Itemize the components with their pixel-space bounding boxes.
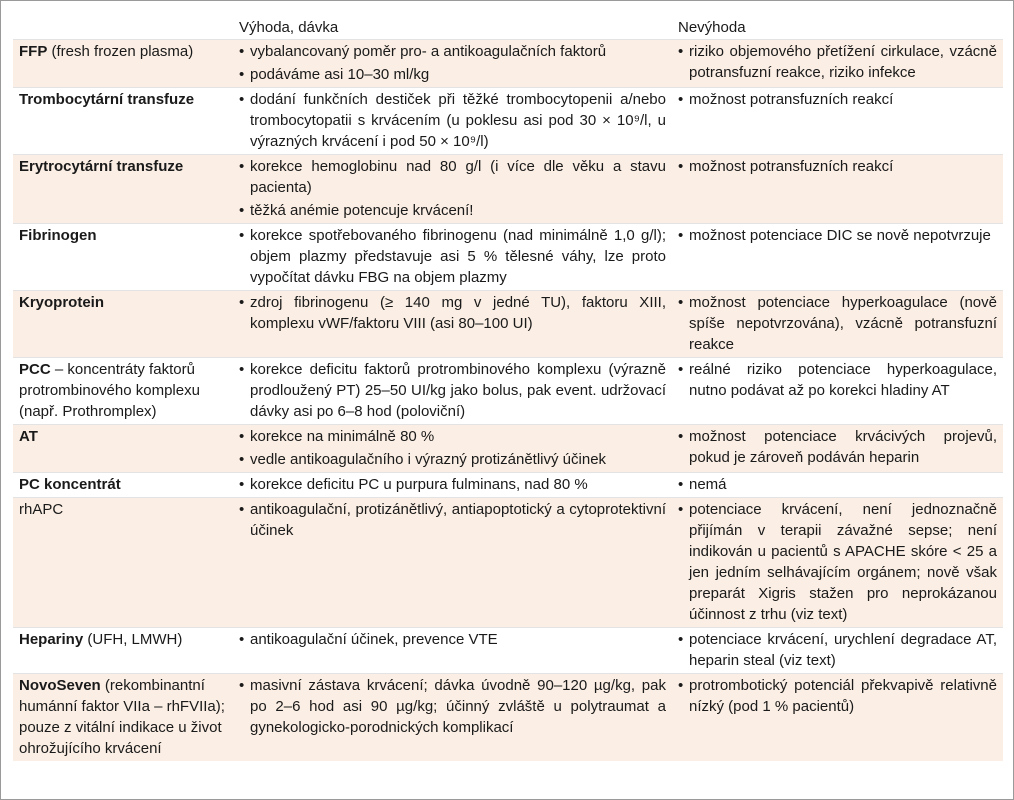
advantage-cell <box>233 473 672 498</box>
disadvantage-item <box>678 41 997 83</box>
advantage-item <box>239 474 666 495</box>
advantage-item <box>239 64 666 85</box>
disadvantage-item <box>678 675 997 717</box>
disadvantage-cell <box>672 628 1003 674</box>
disadvantage-text: potenciace krvácení, urychlení degradace AT, heparin steal (viz text) <box>689 631 997 669</box>
advantage-item <box>239 426 666 447</box>
disadvantage-item <box>678 89 997 110</box>
advantage-text: korekce na minimálně 80 % <box>250 428 435 445</box>
advantage-cell <box>233 224 672 291</box>
disadvantage-text: potenciace krvácení, není jednoznačně přijímán v terapii závažné sepse; není indikován u pacientů s APACHE skóre < 25 a jen jedním selhávajícím orgánem; nově však preparát Xigris stažen pro neprokázanou účinnost z trhu (viz text) <box>689 501 997 623</box>
advantage-item <box>239 359 666 422</box>
table-header-row <box>13 13 1003 40</box>
advantage-text: dodání funkčních destiček při těžké trombocytopenii a/nebo trombocytopatii s krvácením (u poklesu asi pod 30 × 10⁹/l, u výrazných krvácení i pod 50 × 10⁹/l) <box>250 91 666 150</box>
disadvantage-item <box>678 359 997 401</box>
disadvantage-cell <box>672 358 1003 425</box>
product-description: rhAPC <box>19 501 64 518</box>
product-cell <box>13 473 233 498</box>
disadvantage-text: protrombotický potenciál překvapivě relativně nízký (pod 1 % pacientů) <box>689 677 997 715</box>
bullet-icon: • <box>239 501 245 518</box>
table-row <box>13 674 1003 762</box>
advantage-cell <box>233 425 672 473</box>
disadvantage-text: možnost potransfuzních reakcí <box>689 158 894 175</box>
advantage-item <box>239 89 666 152</box>
disadvantage-text: riziko objemového přetížení cirkulace, vzácně potransfuzní reakce, riziko infekce <box>689 43 997 81</box>
product-cell <box>13 425 233 473</box>
product-cell <box>13 224 233 291</box>
bullet-icon: • <box>239 43 245 60</box>
product-cell <box>13 88 233 155</box>
bullet-icon: • <box>678 294 684 311</box>
advantage-text: zdroj fibrinogenu (≥ 140 mg v jedné TU), faktoru XIII, komplexu vWF/faktoru VIII (asi 80–100 UI) <box>250 294 666 332</box>
advantage-cell <box>233 358 672 425</box>
table-row <box>13 291 1003 358</box>
advantage-item <box>239 41 666 62</box>
disadvantage-cell <box>672 674 1003 762</box>
bullet-icon: • <box>678 158 684 175</box>
bullet-icon: • <box>239 202 245 219</box>
disadvantage-cell <box>672 473 1003 498</box>
advantage-text: podáváme asi 10–30 ml/kg <box>250 66 430 83</box>
advantage-text: vedle antikoagulačního i výrazný protizánětlivý účinek <box>250 451 607 468</box>
bullet-icon: • <box>239 451 245 468</box>
bullet-icon: • <box>239 677 245 694</box>
bullet-icon: • <box>678 631 684 648</box>
bullet-icon: • <box>678 361 684 378</box>
bullet-icon: • <box>678 227 684 244</box>
advantage-item <box>239 225 666 288</box>
disadvantage-text: možnost potenciace krvácivých projevů, pokud je zároveň podáván heparin <box>689 428 997 466</box>
product-cell <box>13 155 233 224</box>
disadvantage-text: možnost potransfuzních reakcí <box>689 91 894 108</box>
table-row <box>13 88 1003 155</box>
product-name: Trombocytární transfuze <box>19 91 195 108</box>
advantage-item <box>239 675 666 738</box>
disadvantage-item <box>678 499 997 625</box>
bullet-icon: • <box>239 227 245 244</box>
product-name: Kryoprotein <box>19 294 105 311</box>
disadvantage-item <box>678 225 997 246</box>
bullet-icon: • <box>239 631 245 648</box>
disadvantage-cell <box>672 155 1003 224</box>
bullet-icon: • <box>678 428 684 445</box>
bullet-icon: • <box>678 501 684 518</box>
product-name: Hepariny <box>19 631 84 648</box>
disadvantage-cell <box>672 425 1003 473</box>
header-col-advantage: Výhoda, dávka <box>239 18 339 36</box>
advantage-item <box>239 200 666 221</box>
table-row <box>13 155 1003 224</box>
disadvantage-item <box>678 629 997 671</box>
table-row <box>13 40 1003 88</box>
header-col-product <box>13 13 233 40</box>
disadvantage-item <box>678 426 997 468</box>
product-cell <box>13 291 233 358</box>
advantage-text: korekce deficitu PC u purpura fulminans, nad 80 % <box>250 476 588 493</box>
disadvantage-cell <box>672 40 1003 88</box>
disadvantage-item <box>678 474 997 495</box>
table-row <box>13 358 1003 425</box>
product-description: (fresh frozen plasma) <box>47 43 194 60</box>
advantage-cell <box>233 155 672 224</box>
bullet-icon: • <box>678 677 684 694</box>
bullet-icon: • <box>239 66 245 83</box>
bullet-icon: • <box>239 158 245 175</box>
advantage-item <box>239 629 666 650</box>
table-row <box>13 425 1003 473</box>
advantage-cell <box>233 628 672 674</box>
advantage-cell <box>233 40 672 88</box>
table-row <box>13 628 1003 674</box>
disadvantage-item <box>678 156 997 177</box>
disadvantage-cell <box>672 88 1003 155</box>
bullet-icon: • <box>239 361 245 378</box>
advantage-text: těžká anémie potencuje krvácení! <box>250 202 474 219</box>
advantage-cell <box>233 498 672 628</box>
header-col-disadvantage: Nevýhoda <box>678 18 746 36</box>
table-row <box>13 224 1003 291</box>
bullet-icon: • <box>239 428 245 445</box>
table-row <box>13 473 1003 498</box>
product-description: (rekombinantní humánní faktor VIIa – rhFVIIa); pouze z vitální indikace u život ohrožujícího krvácení <box>19 677 225 757</box>
disadvantage-text: možnost potenciace hyperkoagulace (nově spíše nepotvrzována), vzácně potransfuzní reakce <box>689 294 997 353</box>
disadvantage-text: reálné riziko potenciace hyperkoagulace, nutno podávat až po korekci hladiny AT <box>689 361 997 399</box>
advantage-text: korekce deficitu faktorů protrombinového komplexu (výrazně prodloužený PT) 25–50 UI/kg jako bolus, pak event. udržovací dávky asi po 6–8 hod (poloviční) <box>250 361 666 420</box>
disadvantage-cell <box>672 498 1003 628</box>
product-description: (UFH, LMWH) <box>83 631 183 648</box>
product-cell <box>13 498 233 628</box>
product-cell <box>13 358 233 425</box>
product-name: PC koncentrát <box>19 476 121 493</box>
advantage-text: korekce hemoglobinu nad 80 g/l (i více dle věku a stavu pacienta) <box>250 158 666 196</box>
bullet-icon: • <box>239 476 245 493</box>
advantage-text: vybalancovaný poměr pro- a antikoagulačních faktorů <box>250 43 607 60</box>
product-name: FFP <box>19 43 48 60</box>
product-cell <box>13 628 233 674</box>
product-name: AT <box>19 428 38 445</box>
product-cell <box>13 40 233 88</box>
product-description: – koncentráty faktorů protrombinového komplexu (např. Prothromplex) <box>19 361 200 420</box>
product-name: NovoSeven <box>19 677 101 694</box>
advantage-cell <box>233 291 672 358</box>
product-cell <box>13 674 233 762</box>
table-row <box>13 498 1003 628</box>
advantage-cell <box>233 88 672 155</box>
advantage-text: masivní zástava krvácení; dávka úvodně 90–120 µg/kg, pak po 2–6 hod asi 90 µg/kg; účinný zvláště u polytraumat a gynekologicko-porodnických komplikací <box>250 677 666 736</box>
disadvantage-item <box>678 292 997 355</box>
advantage-item <box>239 449 666 470</box>
disadvantage-cell <box>672 291 1003 358</box>
advantage-text: antikoagulační, protizánětlivý, antiapoptotický a cytoprotektivní účinek <box>250 501 666 539</box>
advantage-item <box>239 156 666 198</box>
product-name: Fibrinogen <box>19 227 97 244</box>
product-name: PCC <box>19 361 51 378</box>
advantage-text: korekce spotřebovaného fibrinogenu (nad minimálně 1,0 g/l); objem plazmy představuje asi 5 % tělesné váhy, lze proto vypočítat dávku FBG na objem plazmy <box>250 227 666 286</box>
advantage-text: antikoagulační účinek, prevence VTE <box>250 631 498 648</box>
advantage-item <box>239 292 666 334</box>
bullet-icon: • <box>678 43 684 60</box>
product-name: Erytrocytární transfuze <box>19 158 184 175</box>
disadvantage-text: možnost potenciace DIC se nově nepotvrzuje <box>689 227 991 244</box>
disadvantage-cell <box>672 224 1003 291</box>
advantage-item <box>239 499 666 541</box>
bullet-icon: • <box>239 91 245 108</box>
bullet-icon: • <box>678 91 684 108</box>
comparison-table <box>13 13 1003 761</box>
bullet-icon: • <box>239 294 245 311</box>
disadvantage-text: nemá <box>689 476 727 493</box>
bullet-icon: • <box>678 476 684 493</box>
advantage-cell <box>233 674 672 762</box>
